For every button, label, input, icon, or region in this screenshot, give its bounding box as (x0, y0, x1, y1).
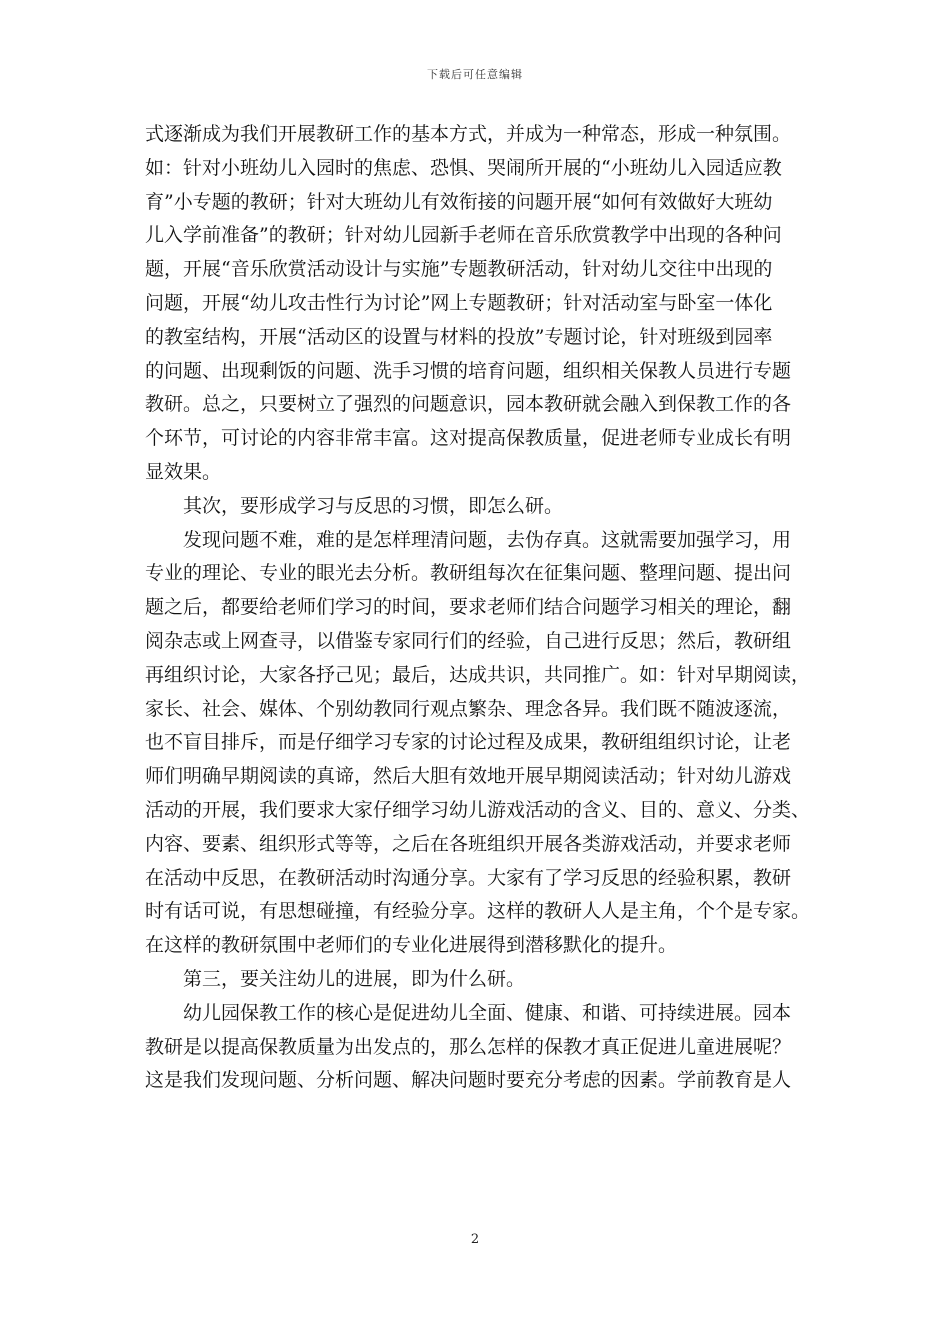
text-line: 如：针对小班幼儿入园时的焦虑、恐惧、哭闹所开展的“小班幼儿入园适应教 (145, 156, 782, 179)
text-line: 式逐渐成为我们开展教研工作的基本方式，并成为一种常态，形成一种氛围。 (145, 123, 792, 145)
text-line: 题之后，都要给老师们学习的时间，要求老师们结合问题学习相关的理论，翻 (145, 596, 792, 619)
text-line: 这是我们发现问题、分析问题、解决问题时要充分考虑的因素。学前教育是人 (145, 1069, 792, 1092)
text-line: 的问题、出现剩饭的问题、洗手习惯的培育问题，组织相关保教人员进行专题 (145, 359, 792, 382)
text-line: 在活动中反思，在教研活动时沟通分享。大家有了学习反思的经验积累，教研 (145, 866, 792, 889)
page-number: 2 (470, 1232, 480, 1247)
text-line: 活动的开展，我们要求大家仔细学习幼儿游戏活动的含义、目的、意义、分类、 (145, 798, 811, 821)
paragraph-heading-second: 其次，要形成学习与反思的习惯，即怎么研。 (183, 494, 564, 517)
text-line: 在这样的教研氛围中老师们的专业化进展得到潜移默化的提升。 (145, 934, 678, 957)
text-line: 家长、社会、媒体、个别幼教同行观点繁杂、理念各异。我们既不随波逐流， (145, 697, 792, 720)
text-line: 题，开展“音乐欣赏活动设计与实施”专题教研活动，针对幼儿交往中出现的 (145, 258, 773, 281)
text-line: 问题，开展“幼儿攻击性行为讨论”网上专题教研；针对活动室与卧室一体化 (145, 291, 773, 314)
text-line: 教研是以提高保教质量为出发点的，那么怎样的保教才真正促进儿童进展呢？ (145, 1035, 792, 1058)
document-body (145, 118, 811, 1098)
text-line: 专业的理论、专业的眼光去分析。教研组每次在征集问题、整理问题、提出问 (145, 562, 792, 585)
text-line: 发现问题不难，难的是怎样理清问题，去伪存真。这就需要加强学习，用 (183, 528, 792, 551)
text-line: 的教室结构，开展“活动区的设置与材料的投放”专题讨论，针对班级到园率 (145, 325, 773, 348)
page-header-note: 下载后可任意编辑 (427, 68, 523, 81)
text-line: 幼儿园保教工作的核心是促进幼儿全面、健康、和谐、可持续进展。园本 (183, 1001, 792, 1024)
text-line: 教研。总之，只要树立了强烈的问题意识，园本教研就会融入到保教工作的各 (145, 393, 792, 416)
text-line: 也不盲目排斥，而是仔细学习专家的讨论过程及成果，教研组组织讨论，让老 (145, 731, 792, 754)
text-line: 阅杂志或上网查寻，以借鉴专家同行们的经验，自己进行反思；然后，教研组 (145, 629, 792, 652)
text-line: 儿入学前准备”的教研；针对幼儿园新手老师在音乐欣赏教学中出现的各种问 (145, 224, 782, 247)
text-line: 师们明确早期阅读的真谛，然后大胆有效地开展早期阅读活动；针对幼儿游戏 (145, 765, 792, 788)
text-line: 内容、要素、组织形式等等，之后在各班组织开展各类游戏活动，并要求老师 (145, 832, 792, 855)
text-line: 育”小专题的教研；针对大班幼儿有效衔接的问题开展“如何有效做好大班幼 (145, 190, 773, 213)
text-line: 时有话可说，有思想碰撞，有经验分享。这样的教研人人是主角，个个是专家。 (145, 900, 811, 923)
paragraph-heading-third: 第三，要关注幼儿的进展，即为什么研。 (183, 967, 526, 990)
text-line: 再组织讨论，大家各抒己见；最后，达成共识，共同推广。如：针对早期阅读， (145, 663, 811, 686)
text-line: 显效果。 (145, 460, 222, 483)
text-line: 个环节，可讨论的内容非常丰富。这对提高保教质量，促进老师专业成长有明 (145, 427, 792, 450)
